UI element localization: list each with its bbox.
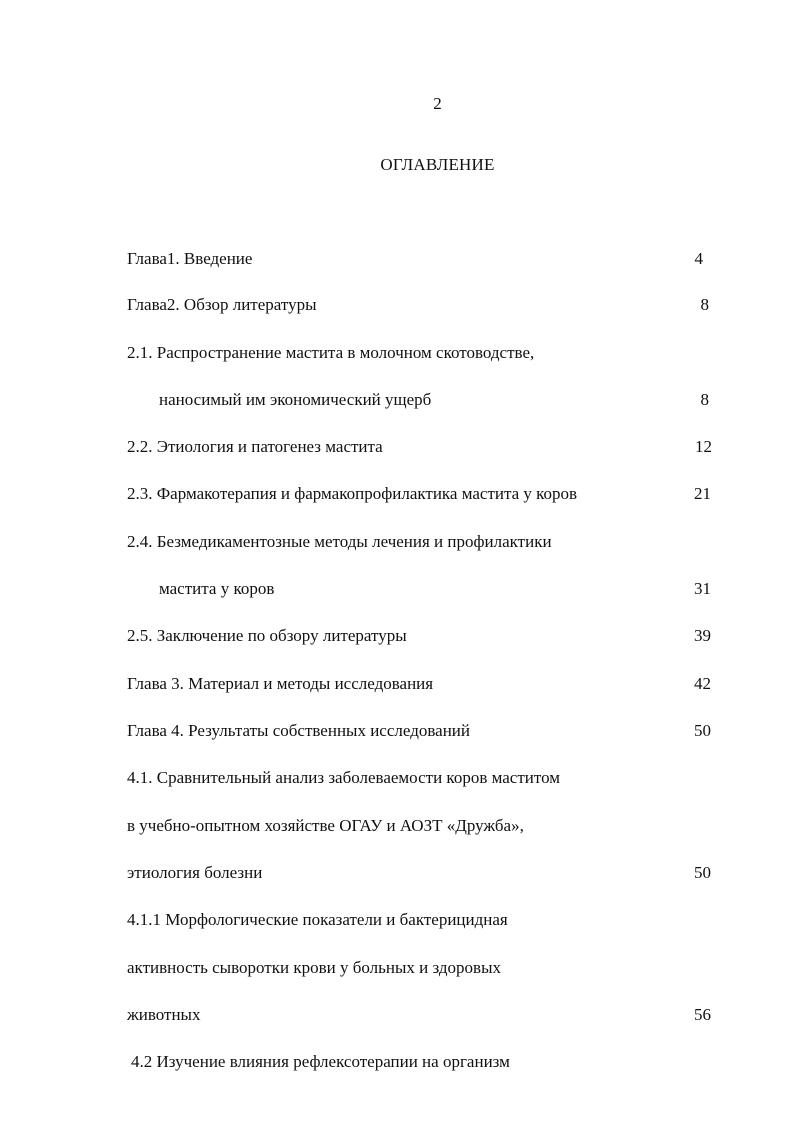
toc-entry-page: 21 <box>694 484 711 503</box>
toc-entry-page: 8 <box>700 295 709 314</box>
toc-entry-page: 8 <box>700 390 709 409</box>
toc-entry-page: 31 <box>694 579 711 598</box>
page-number: 2 <box>433 94 442 113</box>
toc-entry-text: наносимый им экономический ущерб <box>159 390 432 409</box>
toc-entry-text: 2.1. Распространение мастита в молочном скотоводстве, <box>127 343 535 362</box>
toc-entry-text: Глава2. Обзор литературы <box>127 295 317 314</box>
toc-entry-text: животных <box>127 1005 201 1024</box>
toc-entry-text: 2.5. Заключение по обзору литературы <box>127 626 407 645</box>
toc-entry-text: 4.1.1 Морфологические показатели и бактерицидная <box>127 910 508 929</box>
toc-entry-text: Глава1. Введение <box>127 249 253 268</box>
toc-entry-text: 2.2. Этиология и патогенез мастита <box>127 437 383 456</box>
toc-entry-text: в учебно-опытном хозяйстве ОГАУ и АОЗТ «Дружба», <box>127 816 524 835</box>
toc-entry-text: активность сыворотки крови у больных и здоровых <box>127 958 501 977</box>
toc-entry-text: Глава 3. Материал и методы исследования <box>127 674 434 693</box>
toc-entry-text: 2.4. Безмедикаментозные методы лечения и профилактики <box>127 532 552 551</box>
page-title: ОГЛАВЛЕНИЕ <box>380 155 495 174</box>
toc-entry-page: 12 <box>695 437 712 456</box>
toc-entry-text: 2.3. Фармакотерапия и фармакопрофилактика мастита у коров <box>127 484 578 503</box>
toc-entry-text: Глава 4. Результаты собственных исследований <box>127 721 470 740</box>
toc-entry-page: 42 <box>694 674 711 693</box>
toc-entry-page: 56 <box>694 1005 711 1024</box>
toc-entry-page: 50 <box>694 721 711 740</box>
toc-entry-text: мастита у коров <box>159 579 275 598</box>
toc-entry-text: этиология болезни <box>127 863 263 882</box>
toc-entry-text: 4.1. Сравнительный анализ заболеваемости коров маститом <box>127 768 561 787</box>
toc-entry-page: 50 <box>694 863 711 882</box>
toc-entry-text: 4.2 Изучение влияния рефлексотерапии на организм <box>131 1052 510 1071</box>
toc-entry-page: 39 <box>694 626 711 645</box>
toc-entry-page: 4 <box>694 249 703 268</box>
